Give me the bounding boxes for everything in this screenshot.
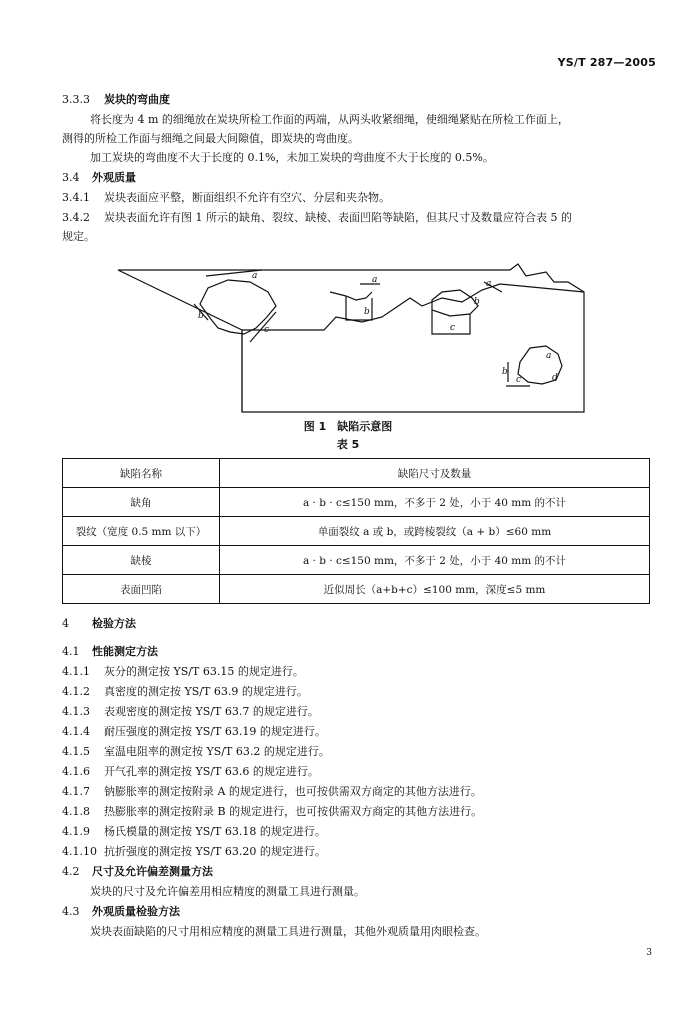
section-number: 3.4.1 [62, 191, 90, 204]
section-number: 4.3 [62, 905, 80, 918]
label-a: a [546, 351, 552, 361]
clause-text: 真密度的测定按 YS/T 63.9 的规定进行。 [104, 685, 308, 698]
clause-text: 室温电阻率的测定按 YS/T 63.2 的规定进行。 [104, 745, 330, 758]
section-number: 4.1.7 [62, 785, 90, 798]
table-cell: 单面裂纹 a 或 b，或跨棱裂纹（a + b）≤60 mm [220, 517, 650, 546]
clause-item [62, 704, 656, 720]
page-number: 3 [646, 948, 652, 958]
clause-item [62, 784, 656, 800]
section-number: 4.1.6 [62, 765, 90, 778]
standard-code: YS/T 287—2005 [557, 56, 656, 69]
header-cell: 缺陷名称 [63, 459, 220, 488]
clause-item [62, 824, 656, 840]
section-number: 4.1.5 [62, 745, 90, 758]
section-number: 4.1 [62, 645, 80, 658]
label-c: c [516, 375, 522, 385]
section-number: 4.2 [62, 865, 80, 878]
table-row [63, 575, 650, 604]
label-b: b [364, 307, 370, 317]
edge-chip [432, 290, 478, 316]
crack [330, 292, 372, 300]
clause-text: 抗折强度的测定按 YS/T 63.20 的规定进行。 [104, 845, 326, 858]
heading-4-1 [62, 644, 656, 660]
clause-3-4-2 [62, 210, 656, 226]
section-number: 4.1.3 [62, 705, 90, 718]
clause-item [62, 764, 656, 780]
section-title: 外观质量 [92, 171, 136, 184]
clause-item [62, 844, 656, 860]
defect-diagram [110, 262, 590, 420]
clause-text: 钠膨胀率的测定按附录 A 的规定进行，也可按供需双方商定的其他方法进行。 [104, 785, 482, 798]
table-cell: 缺角 [63, 488, 220, 517]
label-b: b [502, 367, 508, 377]
section-number: 3.4 [62, 171, 80, 184]
paragraph-line: 测得的所检工作面与细绳之间最大间隙值，即炭块的弯曲度。 [62, 132, 359, 145]
table-row [63, 546, 650, 575]
section-number: 4.1.4 [62, 725, 90, 738]
table-cell: 裂纹（宽度 0.5 mm 以下） [63, 517, 220, 546]
table-cell: 缺棱 [63, 546, 220, 575]
section-title: 性能测定方法 [92, 645, 158, 658]
label-a: a [486, 279, 492, 289]
table-row [63, 517, 650, 546]
clause-text: 炭块表面允许有图 1 所示的缺角、裂纹、缺棱、表面凹陷等缺陷，但其尺寸及数量应符合表 5 的 [104, 211, 572, 224]
paragraph-line: 规定。 [62, 230, 95, 243]
defect-table [62, 458, 650, 604]
table-cell: 近似周长（a+b+c）≤100 mm，深度≤5 mm [220, 575, 650, 604]
paragraph-line: 炭块表面缺陷的尺寸用相应精度的测量工具进行测量，其他外观质量用肉眼检查。 [90, 925, 486, 938]
block-front-edge [242, 284, 584, 330]
clause-text: 热膨胀率的测定按附录 B 的规定进行，也可按供需双方商定的其他方法进行。 [104, 805, 483, 818]
section-number: 4.1.8 [62, 805, 90, 818]
paragraph-line: 炭块的尺寸及允许偏差用相应精度的测量工具进行测量。 [90, 885, 365, 898]
clause-text: 表观密度的测定按 YS/T 63.7 的规定进行。 [104, 705, 319, 718]
clause-3-4-1 [62, 190, 656, 206]
heading-4-3 [62, 904, 656, 920]
section-number: 4.1.1 [62, 665, 90, 678]
section-number: 3.4.2 [62, 211, 90, 224]
clause-text: 炭块表面应平整，断面组织不允许有空穴、分层和夹杂物。 [104, 191, 390, 204]
heading-3-4 [62, 170, 656, 186]
block-outline [118, 264, 584, 412]
clause-text: 杨氏模量的测定按 YS/T 63.18 的规定进行。 [104, 825, 326, 838]
section-title: 尺寸及允许偏差测量方法 [92, 865, 213, 878]
section-title: 外观质量检验方法 [92, 905, 180, 918]
label-a: a [252, 271, 258, 281]
section-number: 4 [62, 617, 69, 630]
section-number: 4.1.10 [62, 845, 97, 858]
clause-item [62, 664, 656, 680]
paragraph-line: 将长度为 4 m 的细绳放在炭块所检工作面的两端，从两头收紧细绳，使细绳紧贴在所检工作面上， [90, 113, 569, 126]
heading-4-2 [62, 864, 656, 880]
label-c: c [264, 325, 270, 335]
clause-text: 耐压强度的测定按 YS/T 63.19 的规定进行。 [104, 725, 326, 738]
section-number: 3.3.3 [62, 93, 90, 106]
table-header-row [63, 459, 650, 488]
label-a: a [372, 275, 378, 285]
label-c: c [450, 323, 456, 333]
header-cell: 缺陷尺寸及数量 [220, 459, 650, 488]
section-title: 检验方法 [92, 617, 136, 630]
clause-text: 开气孔率的测定按 YS/T 63.6 的规定进行。 [104, 765, 319, 778]
clause-item [62, 724, 656, 740]
section-number: 4.1.9 [62, 825, 90, 838]
clause-text: 灰分的测定按 YS/T 63.15 的规定进行。 [104, 665, 304, 678]
label-b: b [198, 311, 204, 321]
label-b: b [474, 297, 480, 307]
figure-caption: 图 1 缺陷示意图 [303, 420, 393, 433]
dimension-line [250, 312, 276, 342]
table-title: 表 5 [336, 438, 360, 451]
table-row [63, 488, 650, 517]
heading-3-3-3 [62, 92, 656, 108]
section-number: 4.1.2 [62, 685, 90, 698]
heading-4 [62, 616, 656, 632]
clause-item [62, 684, 656, 700]
table-cell: a · b · c≤150 mm，不多于 2 处，小于 40 mm 的不计 [220, 546, 650, 575]
paragraph-line: 加工炭块的弯曲度不大于长度的 0.1%，未加工炭块的弯曲度不大于长度的 0.5%。 [90, 151, 494, 164]
table-cell: a · b · c≤150 mm，不多于 2 处，小于 40 mm 的不计 [220, 488, 650, 517]
clause-item [62, 804, 656, 820]
section-title: 炭块的弯曲度 [104, 93, 170, 106]
clause-item [62, 744, 656, 760]
label-d: d [552, 373, 558, 383]
table-cell: 表面凹陷 [63, 575, 220, 604]
